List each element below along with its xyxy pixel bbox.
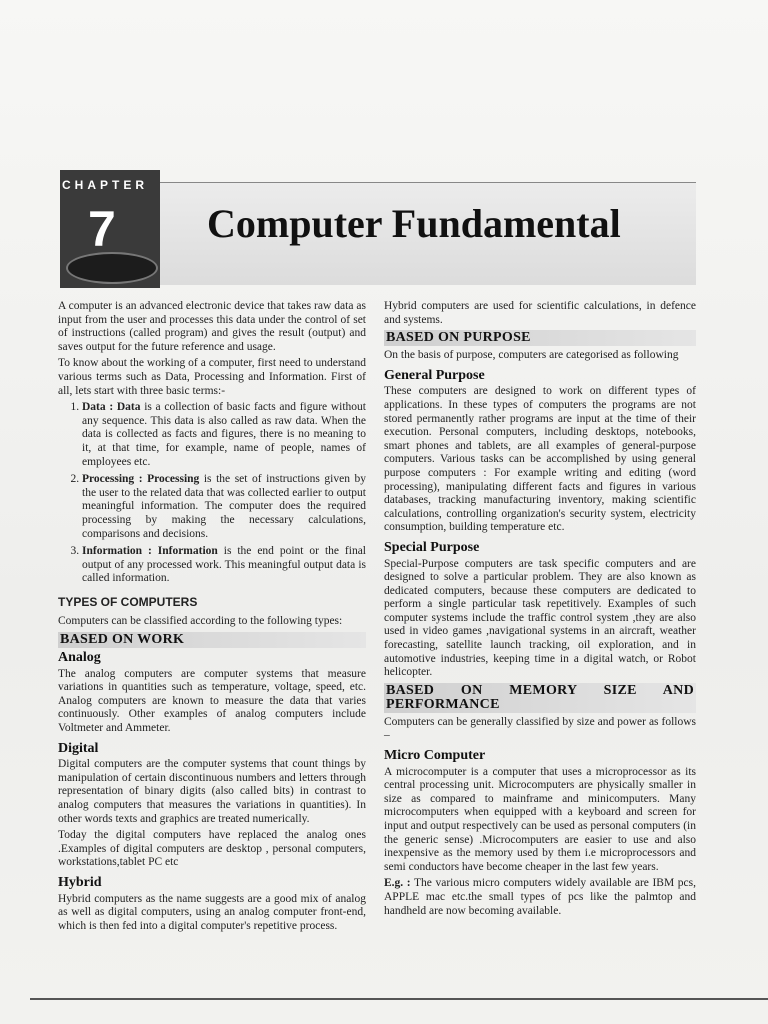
hybrid-continued: Hybrid computers are used for scientific calculations, in defence and systems. — [384, 300, 696, 326]
term-text: is the end point or the final output of any processed work. This meaningful output data is called information. — [82, 545, 366, 585]
general-purpose-text: These computers are designed to work on different types of applications. In these types of computers the programs are not stored permanently rather programs are input at the time of their execution. Personal computers, including desktops, notebooks, smart phones and tablets, are all examples of general-purpose computers. Various tasks can be accomplished by using general purpose computers : For example writing and editing (word processing), manipulating different facts and figures in various databases, tracking manufacturing inventory, making scientific calculations, controlling organization's security system, electricity consumption, building temperature etc. — [384, 385, 696, 534]
page-title: Computer Fundamental — [207, 201, 621, 246]
types-heading: TYPES OF COMPUTERS — [58, 594, 198, 609]
basic-terms-list — [58, 401, 366, 586]
bottom-rule — [30, 998, 768, 1000]
hybrid-text: Hybrid computers as the name suggests are a good mix of analog as well as digital computers, using an analog computer front-end, which is then fed into a digital computer's repetitive process. — [58, 892, 366, 932]
analog-text: The analog computers are computer systems that measure variations in quantities such as temperature, voltage, speed, etc. Analog computers are known to measure the data that varies continuously. Other examples of analog computers include Voltmeter and Ammeter. — [58, 667, 366, 735]
chapter-label: CHAPTER — [62, 178, 149, 192]
intro-paragraph-2: To know about the working of a computer, first need to understand various terms such as Data, Processing and Information. First of all, lets start with three basic terms:- — [58, 357, 366, 397]
term-text: is the set of instructions given by the user to the related data that was collected earlier to output meaningful information. The computer does the required processing by making the necessary calculations, comparisons and decisions. — [82, 473, 366, 540]
purpose-text: On the basis of purpose, computers are categorised as following — [384, 349, 679, 362]
work-heading: BASED ON WORK — [58, 632, 366, 648]
term-label: Information : Information — [82, 545, 218, 558]
special-purpose-heading: Special Purpose — [384, 539, 480, 555]
digital-text: Digital computers are the computer systems that count things by manipulation of certain discontinuous numbers and letters through representation of binary digits (also called bits) in contrast to analog computers that measures the variations in quantities). In other words texts and graphics are treated numerically. — [58, 758, 366, 825]
term-item-information — [82, 545, 366, 586]
analog-heading: Analog — [58, 650, 101, 666]
purpose-heading: BASED ON PURPOSE — [384, 330, 696, 346]
chapter-number: 7 — [88, 201, 116, 257]
micro-computer-heading: Micro Computer — [384, 748, 486, 764]
hybrid-heading: Hybrid — [58, 874, 102, 890]
types-text: Computers can be classified according to the following types: — [58, 615, 343, 628]
term-text: is a collection of basic facts and figure without any sequence. This data is also called as raw data. When the data is collected as facts and figures, there is no meaning to it, at that time, for example, name of people, names of employees etc. — [82, 401, 366, 468]
example-text: The various micro computers widely available are IBM pcs, APPLE mac etc.the small types of pcs like the palmtop and handheld are now becoming available. — [384, 877, 697, 917]
special-purpose-text: Special-Purpose computers are task specific computers and are designed to solve a particular problem. They are also known as dedicated computers, because these computers are dedicated to perform a single particular task repetitively. Examples of such computer systems include the traffic control system ,they are also used in video games ,navigational systems in an aircraft, weather forecasting, satellite launch tracking, oil exploration, and in automotive industries, keeping time in a digital watch, or Robot helicopter. — [384, 557, 696, 679]
title-rule — [160, 182, 696, 183]
digital-heading: Digital — [58, 740, 99, 756]
left-column — [58, 300, 366, 936]
memory-text: Computers can be generally classified by size and power as follows – — [384, 715, 696, 742]
term-item-processing — [82, 473, 366, 541]
term-label: Processing : Processing — [82, 473, 200, 486]
term-label: Data : Data — [82, 401, 141, 414]
right-column — [384, 300, 696, 921]
general-purpose-heading: General Purpose — [384, 367, 485, 383]
example-label: E.g. : — [384, 877, 411, 890]
micro-computer-text: A microcomputer is a computer that uses a microprocessor as its central processing unit. Microcomputers are physically smaller in size as compared to mainframe and minicomputers. Many microcomputers when equipped with a keyboard and screen for input and output respectively can be used as personal computers (in the generic sense) .Microcomputers are easier to use and also inexpensive as the memory used by them i.e microprocessors and semi conductors have become cheaper in the last few years. — [384, 765, 696, 873]
intro-paragraph: A computer is an advanced electronic device that takes raw data as input from the user and processes this data under the control of set of instructions (called program) and gives the result (output) and saves output for the future reference and usage. — [58, 300, 366, 353]
example-paragraph — [384, 877, 696, 918]
memory-heading: BASED ON MEMORY SIZE AND PERFORMANCE — [386, 682, 694, 712]
digital-text-2: Today the digital computers have replaced the analog ones .Examples of digital computers are desktop , personal computers, workstations,tablet PC etc — [58, 829, 366, 869]
term-item-data — [82, 401, 366, 469]
